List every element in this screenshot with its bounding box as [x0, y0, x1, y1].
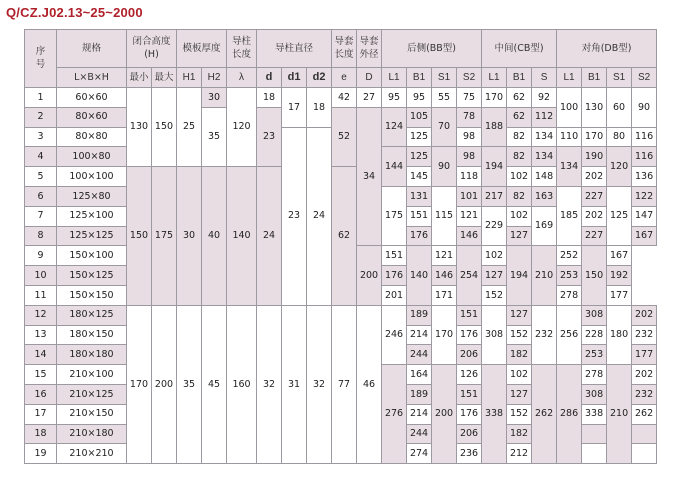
header-db-b1: B1: [582, 68, 607, 88]
cell-bb-l1: 144: [382, 147, 407, 187]
header-plate-thickness: 模板厚度: [177, 30, 227, 68]
cell-db-b1: 308: [582, 305, 607, 325]
header-lambda: λ: [227, 68, 257, 88]
row-spec: 150×150: [57, 285, 127, 305]
cell-cb-s: 262: [532, 365, 557, 464]
cell-cb-s: 194: [507, 246, 532, 305]
cell-bb-b1: 201: [382, 285, 407, 305]
cell-cb-l1: 188: [482, 107, 507, 147]
cell-bb-l1: 124: [382, 107, 407, 147]
cell-bb-s2: 126: [457, 365, 482, 385]
cell-bb-b1: 244: [407, 424, 432, 444]
header-db-l1: L1: [557, 68, 582, 88]
cell-db-b1: 130: [582, 88, 607, 128]
cell-hmin: 170: [127, 305, 152, 463]
cell-e: 62: [332, 167, 357, 306]
cell-db-b1: 253: [557, 266, 582, 286]
cell-bb-b1: 214: [407, 404, 432, 424]
cell-h2: 45: [202, 305, 227, 463]
cell-bb-s2: 98: [457, 147, 482, 167]
row-no: 16: [25, 384, 57, 404]
cell-d: 23: [257, 107, 282, 166]
cell-bb-b1: 145: [407, 167, 432, 187]
row-spec: 80×80: [57, 127, 127, 147]
row-spec: 80×60: [57, 107, 127, 127]
row-no: 8: [25, 226, 57, 246]
cell-db-s1: 180: [607, 305, 632, 364]
cell-cb-s: 163: [532, 186, 557, 206]
cell-hmin: 150: [127, 167, 152, 306]
row-spec: 210×100: [57, 365, 127, 385]
row-spec: 150×125: [57, 266, 127, 286]
header-db-s1: S1: [607, 68, 632, 88]
cell-h1: 25: [177, 88, 202, 167]
cell-db-s1: 120: [607, 147, 632, 187]
cell-cb-b1: 152: [507, 404, 532, 424]
cell-cb-s: 134: [532, 127, 557, 147]
row-spec: 60×60: [57, 88, 127, 108]
header-d1: d1: [282, 68, 307, 88]
header-diagonal-db: 对角(DB型): [557, 30, 657, 68]
cell-cb-b1: 62: [507, 107, 532, 127]
cell-big-d: 34: [357, 107, 382, 246]
cell-db-s2: 202: [632, 305, 657, 325]
cell-bb-s2: 75: [457, 88, 482, 108]
header-d: d: [257, 68, 282, 88]
header-bb-s1: S1: [432, 68, 457, 88]
row-spec: 125×80: [57, 186, 127, 206]
cell-bb-s1: 115: [432, 186, 457, 245]
row-no: 15: [25, 365, 57, 385]
cell-db-b1: [582, 444, 607, 464]
cell-cb-b1: 127: [507, 384, 532, 404]
cell-bb-s2: 101: [457, 186, 482, 206]
cell-cb-s: 92: [532, 88, 557, 108]
row-no: 12: [25, 305, 57, 325]
cell-d2: 18: [307, 88, 332, 128]
cell-h2: 30: [202, 88, 227, 108]
cell-d2: 24: [307, 127, 332, 305]
cell-bb-s1: 200: [432, 365, 457, 464]
row-no: 2: [25, 107, 57, 127]
cell-db-s2: 116: [632, 127, 657, 147]
cell-db-s2: 90: [632, 88, 657, 128]
cell-db-s2: [632, 444, 657, 464]
cell-bb-s2: 121: [457, 206, 482, 226]
cell-cb-b1: 182: [507, 345, 532, 365]
cell-db-s2: 192: [607, 266, 632, 286]
cell-db-b1: 202: [582, 206, 607, 226]
die-set-spec-table: [24, 29, 682, 464]
row-no: 17: [25, 404, 57, 424]
cell-bb-b1: 151: [382, 246, 407, 266]
cell-cb-b1: 102: [507, 206, 532, 226]
cell-db-b1: 227: [582, 226, 607, 246]
row-no: 4: [25, 147, 57, 167]
cell-d: 24: [257, 167, 282, 306]
cell-db-s2: 136: [632, 167, 657, 187]
cell-bb-s2: 171: [432, 285, 457, 305]
header-spec-sub: L×B×H: [57, 68, 127, 88]
cell-e: 42: [332, 88, 357, 108]
row-no: 10: [25, 266, 57, 286]
cell-cb-l1: 194: [482, 147, 507, 187]
cell-hmax: 200: [152, 305, 177, 463]
cell-bb-s2: 98: [457, 127, 482, 147]
cell-db-l1: 100: [557, 88, 582, 128]
header-d2: d2: [307, 68, 332, 88]
row-spec: 210×125: [57, 384, 127, 404]
row-spec: 100×100: [57, 167, 127, 187]
cell-cb-b1: 127: [482, 266, 507, 286]
row-no: 3: [25, 127, 57, 147]
row-spec: 180×180: [57, 345, 127, 365]
cell-db-s1: 125: [607, 186, 632, 245]
row-no: 7: [25, 206, 57, 226]
row-no: 14: [25, 345, 57, 365]
cell-bb-b1: 131: [407, 186, 432, 206]
cell-cb-b1: 82: [507, 186, 532, 206]
cell-d2: 32: [307, 305, 332, 463]
row-no: 5: [25, 167, 57, 187]
header-cb-b1: B1: [507, 68, 532, 88]
cell-cb-s: 148: [532, 167, 557, 187]
cell-bb-b1: 244: [407, 345, 432, 365]
cell-bb-s1: 140: [407, 246, 432, 305]
cell-bb-b1: 176: [382, 266, 407, 286]
cell-bb-l1: 175: [382, 186, 407, 245]
row-no: 9: [25, 246, 57, 266]
cell-cb-b1: 127: [507, 226, 532, 246]
cell-bb-b1: 95: [407, 88, 432, 108]
cell-e: 77: [332, 305, 357, 463]
header-bb-s2: S2: [457, 68, 482, 88]
cell-cb-b1: 102: [507, 167, 532, 187]
row-spec: 210×180: [57, 424, 127, 444]
cell-db-s2: 232: [632, 384, 657, 404]
cell-cb-l1: 338: [482, 365, 507, 464]
cell-bb-b1: 164: [407, 365, 432, 385]
cell-bb-s2: 151: [457, 305, 482, 325]
cell-db-s2: 122: [632, 186, 657, 206]
cell-bb-l1: 246: [382, 305, 407, 364]
cell-d1: 23: [282, 127, 307, 305]
header-db-s2: S2: [632, 68, 657, 88]
cell-bb-b1: 125: [407, 147, 432, 167]
cell-cb-b1: 212: [507, 444, 532, 464]
cell-db-l1: 256: [557, 305, 582, 364]
cell-d1: 17: [282, 88, 307, 128]
row-spec: 125×125: [57, 226, 127, 246]
row-spec: 150×100: [57, 246, 127, 266]
cell-hmax: 150: [152, 88, 177, 167]
cell-bb-b1: 125: [407, 127, 432, 147]
cell-db-s2: 177: [632, 345, 657, 365]
header-h2: H2: [202, 68, 227, 88]
header-bb-l1: L1: [382, 68, 407, 88]
header-max: 最大: [152, 68, 177, 88]
header-e: e: [332, 68, 357, 88]
cell-cb-b1: 182: [507, 424, 532, 444]
header-rear-bb: 后侧(BB型): [382, 30, 482, 68]
cell-db-b1: 308: [582, 384, 607, 404]
cell-bb-l1: 95: [382, 88, 407, 108]
row-no: 19: [25, 444, 57, 464]
cell-cb-b1: 102: [482, 246, 507, 266]
header-sleeve-length: 导套长度: [332, 30, 357, 68]
cell-cb-s: 232: [532, 305, 557, 364]
cell-bb-s2: 206: [457, 345, 482, 365]
cell-db-s2: 232: [632, 325, 657, 345]
cell-cb-b1: 127: [507, 305, 532, 325]
cell-db-s2: [632, 424, 657, 444]
cell-db-b1: 278: [582, 365, 607, 385]
row-no: 11: [25, 285, 57, 305]
cell-bb-s2: 78: [457, 107, 482, 127]
cell-cb-s: 112: [532, 107, 557, 127]
cell-db-l1: 110: [557, 127, 582, 147]
cell-bb-b1: 189: [407, 384, 432, 404]
cell-cb-b1: 152: [482, 285, 507, 305]
cell-db-s2: 116: [632, 147, 657, 167]
cell-bb-b1: 151: [407, 206, 432, 226]
cell-cb-l1: 229: [482, 206, 507, 246]
cell-cb-b1: 62: [507, 88, 532, 108]
cell-bb-s1: 55: [432, 88, 457, 108]
cell-cb-b1: 82: [507, 147, 532, 167]
row-no: 18: [25, 424, 57, 444]
cell-db-l1: 134: [557, 147, 582, 187]
cell-bb-s2: 236: [457, 444, 482, 464]
cell-db-s2: 177: [607, 285, 632, 305]
cell-db-s2: 167: [607, 246, 632, 266]
cell-db-s2: 167: [632, 226, 657, 246]
cell-h1: 30: [177, 167, 202, 306]
cell-db-l1: 286: [557, 365, 582, 464]
row-spec: 180×125: [57, 305, 127, 325]
header-cb-s: S: [532, 68, 557, 88]
header-spec: 规格: [57, 30, 127, 68]
header-no: 序号: [25, 30, 57, 88]
standard-code-title: Q/CZ.J02.13~25~2000: [6, 5, 143, 20]
cell-lambda: 120: [227, 88, 257, 167]
header-bb-b1: B1: [407, 68, 432, 88]
cell-hmin: 130: [127, 88, 152, 167]
cell-d: 32: [257, 305, 282, 463]
cell-cb-b1: 82: [507, 127, 532, 147]
cell-bb-b1: 214: [407, 325, 432, 345]
cell-cb-l1: 254: [457, 246, 482, 305]
cell-bb-s1: 70: [432, 107, 457, 147]
header-guide-post-diameter: 导柱直径: [257, 30, 332, 68]
row-no: 13: [25, 325, 57, 345]
cell-lambda: 140: [227, 167, 257, 306]
cell-db-b1: 228: [582, 325, 607, 345]
cell-db-b1: 338: [582, 404, 607, 424]
header-h1: H1: [177, 68, 202, 88]
cell-bb-b1: 176: [407, 226, 432, 246]
cell-h1: 35: [177, 305, 202, 463]
cell-d: 18: [257, 88, 282, 108]
cell-cb-s: 169: [532, 206, 557, 246]
cell-db-b1: 202: [582, 167, 607, 187]
cell-cb-l1: 170: [482, 88, 507, 108]
header-sleeve-od: 导套外径: [357, 30, 382, 68]
cell-db-b1: 252: [557, 246, 582, 266]
cell-db-b1: 190: [582, 147, 607, 167]
cell-bb-s2: 151: [457, 384, 482, 404]
cell-bb-l1: 200: [357, 246, 382, 305]
cell-bb-s2: 146: [457, 226, 482, 246]
row-no: 6: [25, 186, 57, 206]
cell-db-l1: 185: [557, 186, 582, 245]
cell-h2: 35: [202, 107, 227, 166]
row-spec: 180×150: [57, 325, 127, 345]
cell-bb-b1: 189: [407, 305, 432, 325]
cell-cb-l1: 308: [482, 305, 507, 364]
header-middle-cb: 中间(CB型): [482, 30, 557, 68]
header-closed-height: 闭合高度(H): [127, 30, 177, 68]
cell-cb-b1: 102: [507, 365, 532, 385]
cell-bb-s2: 176: [457, 404, 482, 424]
header-guide-post-length: 导柱长度: [227, 30, 257, 68]
cell-bb-s2: 206: [457, 424, 482, 444]
cell-db-s2: 147: [632, 206, 657, 226]
cell-bb-b1: 274: [407, 444, 432, 464]
cell-db-s2: 202: [632, 365, 657, 385]
cell-db-s1: 150: [582, 246, 607, 305]
cell-cb-s: 134: [532, 147, 557, 167]
cell-db-l1: 210: [532, 246, 557, 305]
cell-bb-s2: 146: [432, 266, 457, 286]
cell-big-d: 27: [357, 88, 382, 108]
cell-bb-s2: 118: [457, 167, 482, 187]
header-min: 最小: [127, 68, 152, 88]
row-spec: 125×100: [57, 206, 127, 226]
cell-db-s1: 80: [607, 127, 632, 147]
cell-db-b1: 170: [582, 127, 607, 147]
cell-db-s1: 210: [607, 365, 632, 464]
row-spec: 100×80: [57, 147, 127, 167]
cell-db-b1: 253: [582, 345, 607, 365]
cell-cb-l1: 217: [482, 186, 507, 206]
cell-cb-b1: 152: [507, 325, 532, 345]
cell-d1: 31: [282, 305, 307, 463]
cell-bb-s1: 90: [432, 147, 457, 187]
row-spec: 210×150: [57, 404, 127, 424]
cell-db-b1: 278: [557, 285, 582, 305]
header-big-d: D: [357, 68, 382, 88]
cell-db-s2: 262: [632, 404, 657, 424]
cell-e: 52: [332, 107, 357, 166]
cell-bb-s2: 121: [432, 246, 457, 266]
cell-db-b1: [582, 424, 607, 444]
cell-db-b1: 227: [582, 186, 607, 206]
cell-lambda: 160: [227, 305, 257, 463]
row-no: 1: [25, 88, 57, 108]
cell-db-s1: 60: [607, 88, 632, 128]
cell-bb-s2: 176: [457, 325, 482, 345]
cell-bb-s1: 170: [432, 305, 457, 364]
header-cb-l1: L1: [482, 68, 507, 88]
cell-bb-l1: 276: [382, 365, 407, 464]
cell-bb-b1: 105: [407, 107, 432, 127]
cell-big-d: 46: [357, 305, 382, 463]
cell-h2: 40: [202, 167, 227, 306]
cell-hmax: 175: [152, 167, 177, 306]
row-spec: 210×210: [57, 444, 127, 464]
